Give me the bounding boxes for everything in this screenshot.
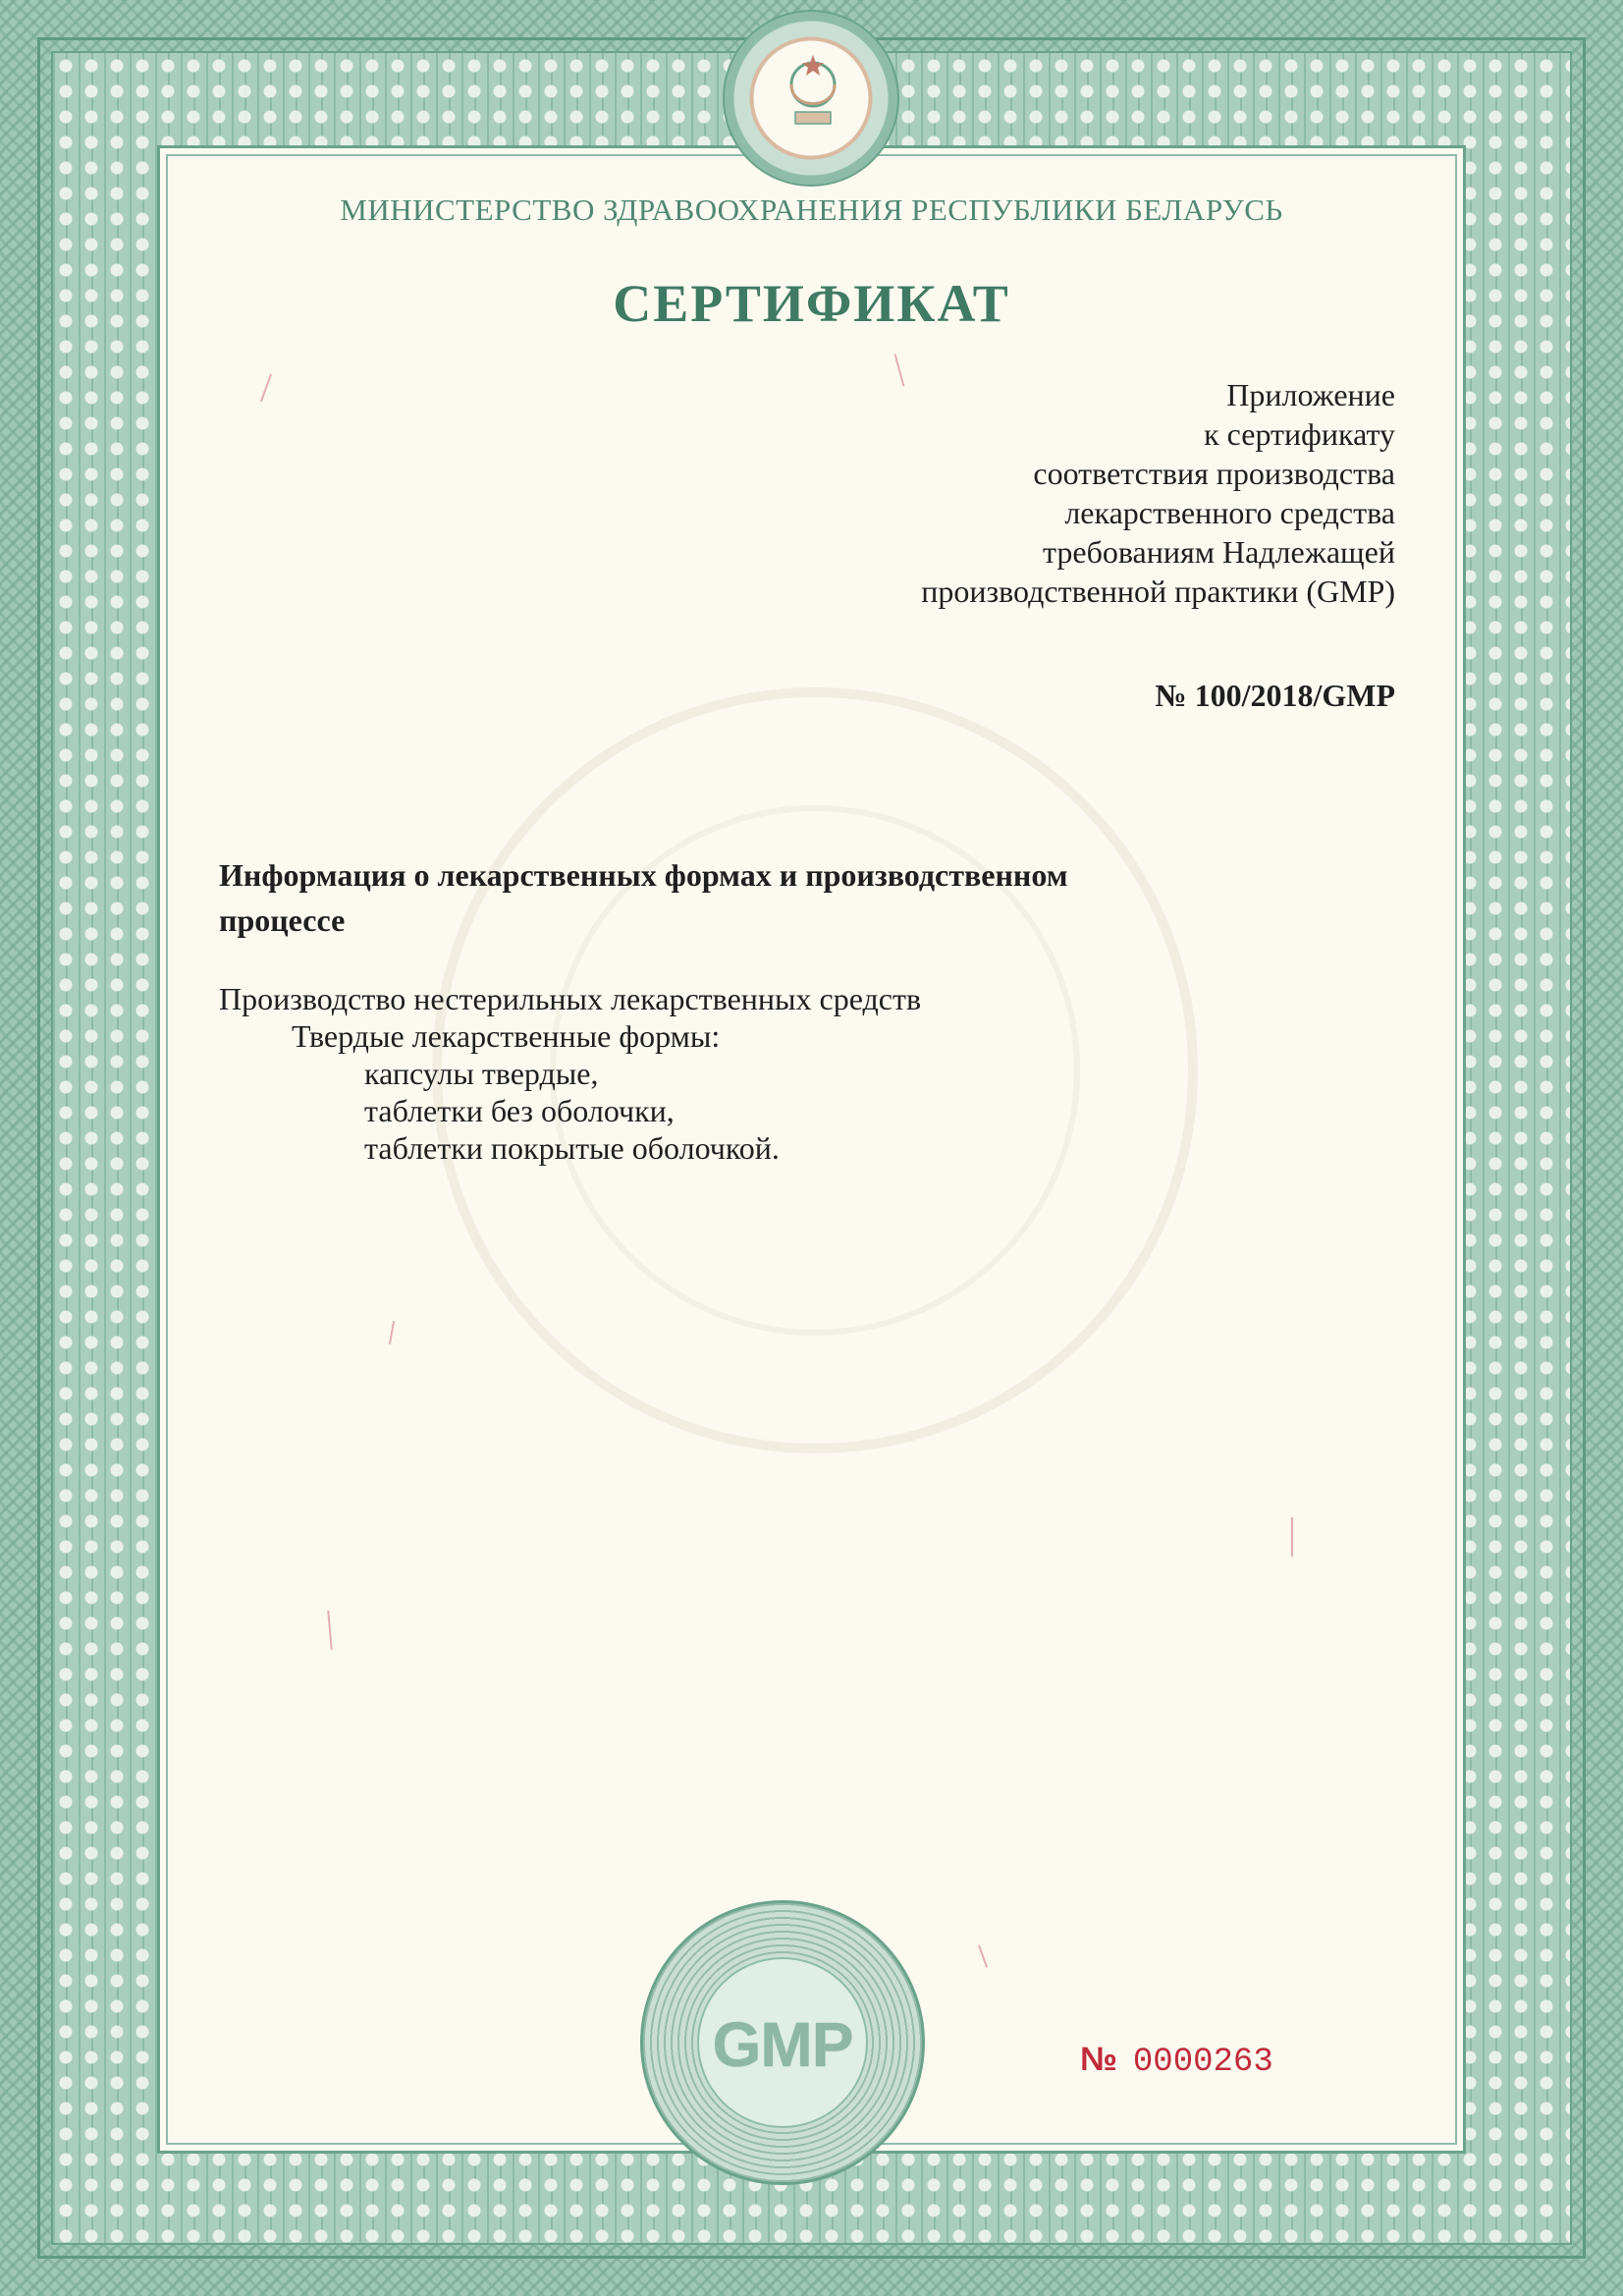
serial-number-value: 0000263 [1132, 2044, 1273, 2081]
process-item: капсулы твердые, [364, 1056, 599, 1091]
appendix-line: соответствия производства [1033, 456, 1395, 491]
appendix-line: производственной практики (GMP) [921, 574, 1395, 609]
section-heading [219, 852, 1299, 943]
issuing-authority: МИНИСТЕРСТВО ЗДРАВООХРАНЕНИЯ РЕСПУБЛИКИ БЕЛАРУСЬ [340, 192, 1283, 227]
appendix-line: требованиям Надлежащей [1042, 534, 1395, 570]
appendix-block [649, 375, 1395, 611]
state-emblem-icon [723, 10, 899, 187]
certificate-number: № 100/2018/GMP [1155, 678, 1395, 713]
appendix-line: к сертификату [1204, 416, 1395, 452]
certificate-title: СЕРТИФИКАТ [613, 274, 1010, 333]
process-subcategory: Твердые лекарственные формы: [292, 1018, 721, 1054]
security-fiber [1291, 1517, 1293, 1557]
process-category: Производство нестерильных лекарственных средств [219, 981, 922, 1016]
appendix-line: лекарственного средства [1064, 495, 1395, 530]
serial-number-sign: № [1080, 2041, 1117, 2078]
gmp-seal-label: GMP [712, 2009, 853, 2080]
process-item: таблетки покрытые оболочкой. [364, 1130, 780, 1166]
process-item: таблетки без оболочки, [364, 1093, 675, 1128]
section-heading-line: Информация о лекарственных формах и производственном [219, 857, 1068, 893]
section-heading-line: процессе [219, 902, 346, 938]
appendix-line: Приложение [1226, 377, 1395, 412]
process-list [219, 980, 921, 1167]
gmp-rosette-icon [640, 1900, 925, 2185]
rosette-center [697, 1957, 868, 2128]
emblem-core-icon [778, 51, 848, 136]
serial-number [1080, 2041, 1273, 2081]
